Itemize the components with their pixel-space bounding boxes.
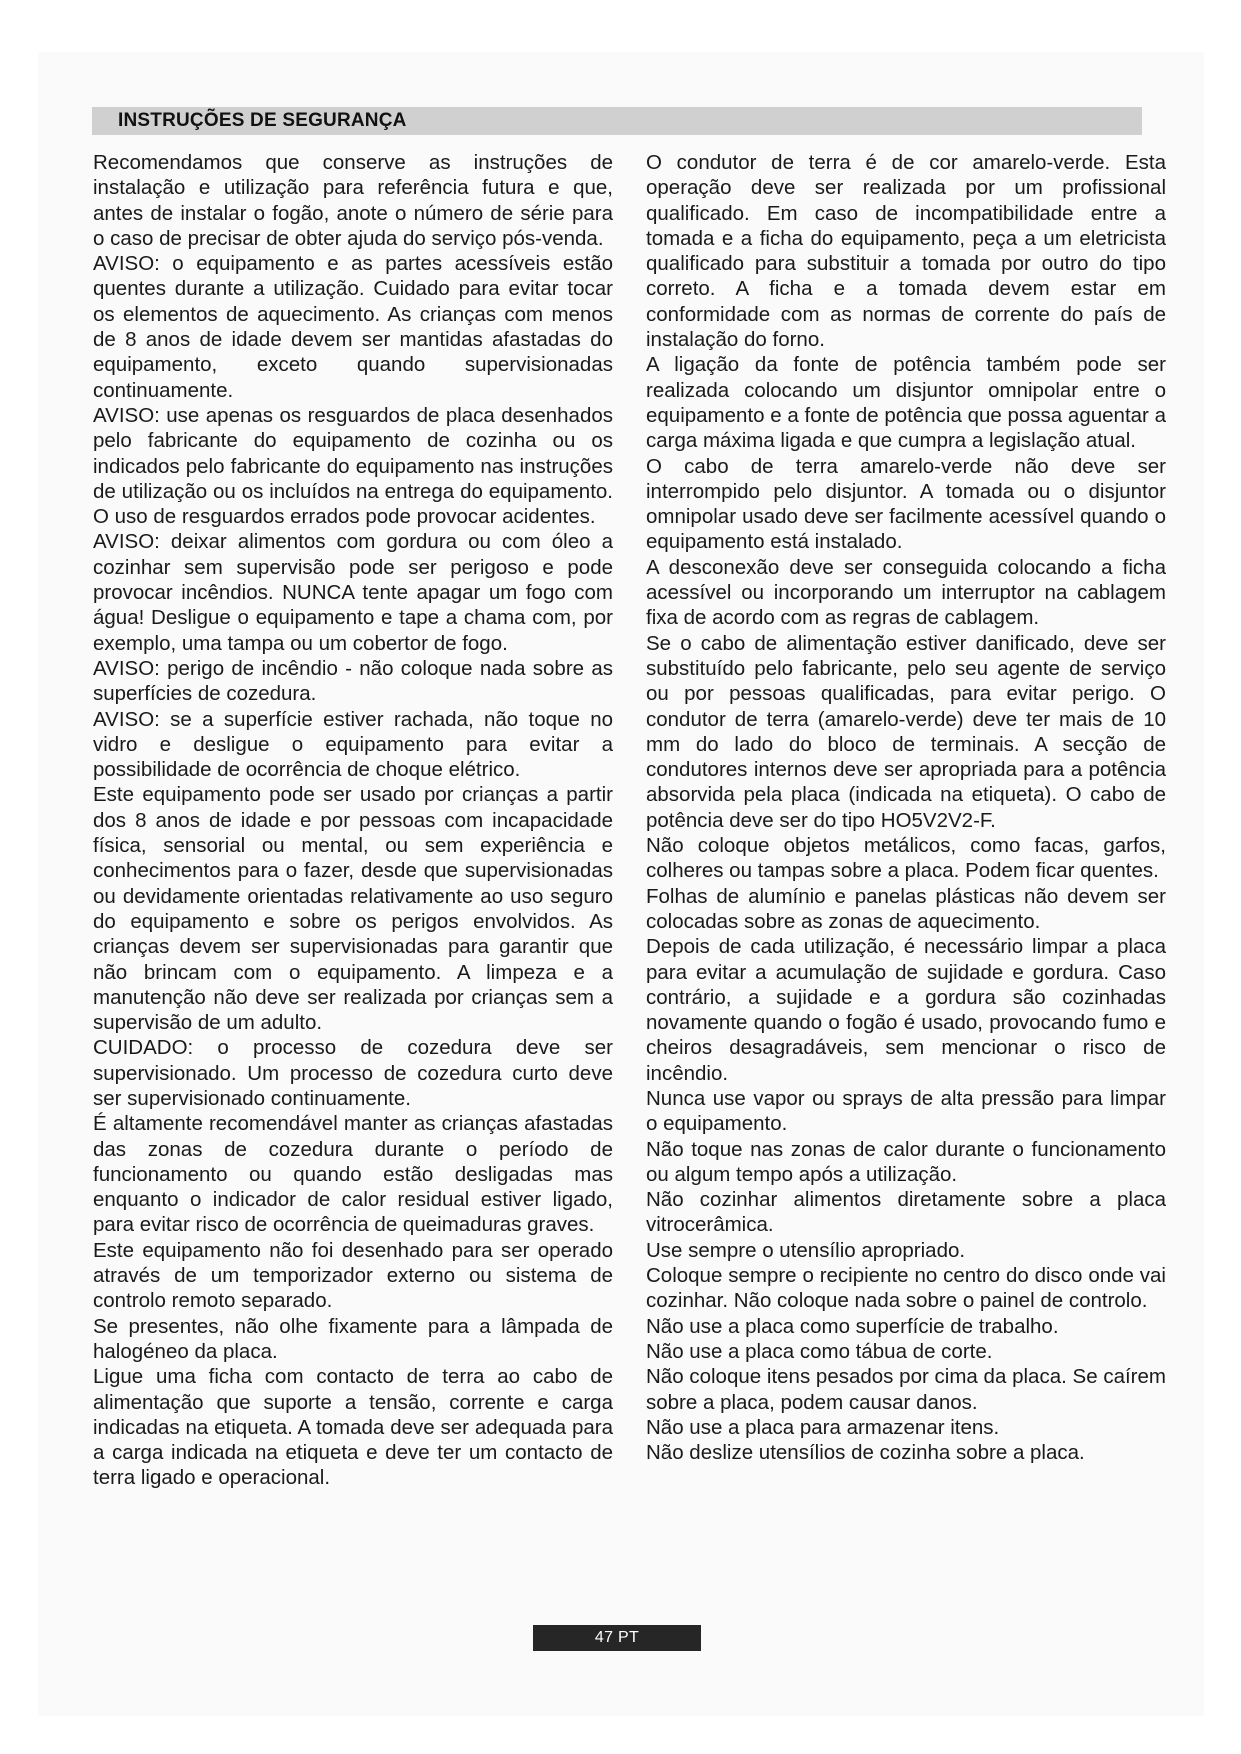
paragraph: O cabo de terra amarelo-verde não deve ser interrompido pelo disjuntor. A tomada ou o disjuntor omnipolar usado deve ser facilmente acessível quando o equipamento está instalado. bbox=[646, 454, 1166, 554]
section-title: INSTRUÇÕES DE SEGURANÇA bbox=[118, 110, 407, 131]
paragraph: AVISO: se a superfície estiver rachada, não toque no vidro e desligue o equipamento para evitar a possibilidade de ocorrência de choque elétrico. bbox=[93, 707, 613, 782]
paragraph: Use sempre o utensílio apropriado. bbox=[646, 1238, 966, 1262]
paragraph: Este equipamento pode ser usado por crianças a partir dos 8 anos de idade e por pessoas com incapacidade física, sensorial ou mental, ou sem experiência e conhecimentos para o fazer, desde que supervisionadas ou devidamente orientadas relativamente ao uso seguro do equipamento e sobre os perigos envolvidos. As crianças devem ser supervisionadas para garantir que não brincam com o equipamento. A limpeza e a manutenção não deve ser realizada por crianças sem a supervisão de um adulto. bbox=[93, 783, 613, 1035]
paragraph: Se presentes, não olhe fixamente para a lâmpada de halogéneo da placa. bbox=[93, 1314, 613, 1363]
paragraph: Não coloque objetos metálicos, como facas, garfos, colheres ou tampas sobre a placa. Podem ficar quentes. bbox=[646, 834, 1166, 883]
paragraph: Não deslize utensílios de cozinha sobre a placa. bbox=[646, 1441, 1085, 1465]
paragraph: Folhas de alumínio e panelas plásticas não devem ser colocadas sobre as zonas de aquecimento. bbox=[646, 884, 1166, 933]
paragraph: Não coloque itens pesados por cima da placa. Se caírem sobre a placa, podem causar danos. bbox=[646, 1365, 1166, 1414]
paragraph: AVISO: use apenas os resguardos de placa desenhados pelo fabricante do equipamento de cozinha ou os indicados pelo fabricante do equipamento nas instruções de utilização ou os incluídos na entrega do equipamento. O uso de resguardos errados pode provocar acidentes. bbox=[93, 403, 613, 529]
paragraph: CUIDADO: o processo de cozedura deve ser supervisionado. Um processo de cozedura curto deve ser supervisionado continuamente. bbox=[93, 1036, 613, 1110]
paragraph: AVISO: deixar alimentos com gordura ou com óleo a cozinhar sem supervisão pode ser perigoso e pode provocar incêndios. NUNCA tente apagar um fogo com água! Desligue o equipamento e tape a chama com, por exemplo, uma tampa ou um cobertor de fogo. bbox=[93, 530, 613, 655]
paragraph: Se o cabo de alimentação estiver danificado, deve ser substituído pelo fabricante, pelo seu agente de serviço ou por pessoas qualificadas, para evitar perigo. O condutor de terra (amarelo-verde) deve ter mais de 10 mm do lado do bloco de terminais. A secção de condutores internos deve ser apropriada para a potência absorvida pela placa (indicada na etiqueta). O cabo de potência deve ser do tipo HO5V2V2-F. bbox=[646, 631, 1166, 832]
paragraph: A desconexão deve ser conseguida colocando a ficha acessível ou incorporando um interruptor na cablagem fixa de acordo com as regras de cablagem. bbox=[646, 555, 1166, 630]
paragraph: Não toque nas zonas de calor durante o funcionamento ou algum tempo após a utilização. bbox=[646, 1137, 1166, 1186]
section-header-bar bbox=[92, 107, 1142, 135]
paragraph: Não use a placa para armazenar itens. bbox=[646, 1415, 1000, 1439]
paragraph: Ligue uma ficha com contacto de terra ao cabo de alimentação que suporte a tensão, corrente e carga indicadas na etiqueta. A tomada deve ser adequada para a carga indicada na etiqueta e deve ter um contacto de terra ligado e operacional. bbox=[93, 1365, 613, 1490]
paragraph: Não use a placa como tábua de corte. bbox=[646, 1339, 993, 1363]
paragraph: Recomendamos que conserve as instruções de instalação e utilização para referência futura e que, antes de instalar o fogão, anote o número de série para o caso de precisar de obter ajuda do serviço pós-venda. bbox=[93, 151, 613, 250]
paragraph: AVISO: o equipamento e as partes acessíveis estão quentes durante a utilização. Cuidado para evitar tocar os elementos de aquecimento. As crianças com menos de 8 anos de idade devem ser mantidas afastadas do equipamento, exceto quando supervisionadas continuamente. bbox=[93, 252, 613, 402]
paragraph: Depois de cada utilização, é necessário limpar a placa para evitar a acumulação de sujidade e gordura. Caso contrário, a sujidade e a gordura são cozinhadas novamente quando o fogão é usado, provocando fumo e cheiros desagradáveis, sem mencionar o risco de incêndio. bbox=[646, 935, 1166, 1085]
paragraph: AVISO: perigo de incêndio - não coloque nada sobre as superfícies de cozedura. bbox=[93, 656, 613, 706]
paragraph: A ligação da fonte de potência também pode ser realizada colocando um disjuntor omnipolar entre o equipamento e a fonte de potência que possa aguentar a carga máxima ligada e que cumpra a legislação atual. bbox=[646, 353, 1166, 453]
page-number-badge bbox=[533, 1625, 701, 1651]
paragraph: Não cozinhar alimentos diretamente sobre a placa vitrocerâmica. bbox=[646, 1188, 1166, 1237]
left-text-column bbox=[93, 150, 613, 1491]
paragraph: É altamente recomendável manter as crianças afastadas das zonas de cozedura durante o período de funcionamento ou quando estão desligadas mas enquanto o indicador de calor residual estiver ligado, para evitar risco de ocorrência de queimaduras graves. bbox=[93, 1112, 613, 1237]
paragraph: O condutor de terra é de cor amarelo-verde. Esta operação deve ser realizada por um profissional qualificado. Em caso de incompatibilidade entre a tomada e a ficha do equipamento, peça a um eletricista qualificado para substituir a tomada por outro do tipo correto. A ficha e a tomada devem estar em conformidade com as normas de corrente do país de instalação do forno. bbox=[646, 151, 1166, 352]
paragraph: Nunca use vapor ou sprays de alta pressão para limpar o equipamento. bbox=[646, 1086, 1166, 1136]
page-number: 47 PT bbox=[594, 1629, 640, 1646]
paragraph: Coloque sempre o recipiente no centro do disco onde vai cozinhar. Não coloque nada sobre o painel de controlo. bbox=[646, 1264, 1166, 1313]
right-text-column bbox=[646, 150, 1166, 1465]
paragraph: Este equipamento não foi desenhado para ser operado através de um temporizador externo ou sistema de controlo remoto separado. bbox=[93, 1238, 613, 1313]
paragraph: Não use a placa como superfície de trabalho. bbox=[646, 1314, 1059, 1338]
